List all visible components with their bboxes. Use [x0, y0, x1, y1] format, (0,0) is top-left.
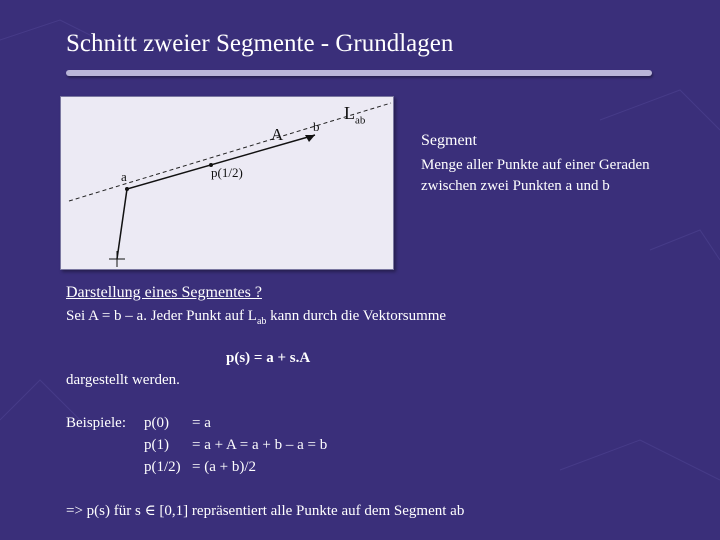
point-a: [125, 187, 129, 191]
definition-heading: Segment: [421, 132, 477, 149]
conclusion: => p(s) für s ∈ [0,1] repräsentiert alle Punkte auf dem Segment ab: [66, 503, 465, 519]
title-underline: [66, 70, 652, 76]
example-lhs-2: p(1/2): [144, 459, 181, 475]
segment-figure: [60, 96, 394, 270]
label-vector-A: A: [271, 125, 284, 144]
line-l-ab: [69, 103, 391, 201]
representation-line-1: Sei A = b – a. Jeder Punkt auf $L_{ab}$ kann durch die Vektorsumme: [66, 308, 447, 327]
example-rhs-2: = (a + b)/2: [192, 459, 256, 475]
example-rhs-1: = a + A = a + b – a = b: [192, 437, 328, 453]
vector-a: [117, 189, 127, 259]
segment-arrowhead: [305, 135, 315, 142]
example-lhs-1: p(1): [144, 437, 169, 453]
slide-title: Schnitt zweier Segmente - Grundlagen: [66, 30, 454, 57]
example-lhs-0: p(0): [144, 415, 169, 431]
representation-line-2: dargestellt werden.: [66, 372, 180, 388]
definition-text: Menge aller Punkte auf einer Geraden zwischen zwei Punkten a und b: [421, 157, 650, 194]
label-p-half: p(1/2): [211, 165, 243, 180]
label-point-a: a: [121, 169, 127, 184]
examples-label: Beispiele:: [66, 415, 126, 431]
example-rhs-0: = a: [192, 415, 211, 431]
representation-heading: Darstellung eines Segmentes ?: [66, 284, 262, 301]
label-point-b: b: [313, 119, 320, 134]
vector-formula: p(s) = a + s.A: [226, 350, 311, 366]
label-line-L: $L_{ab}$: [344, 103, 366, 127]
